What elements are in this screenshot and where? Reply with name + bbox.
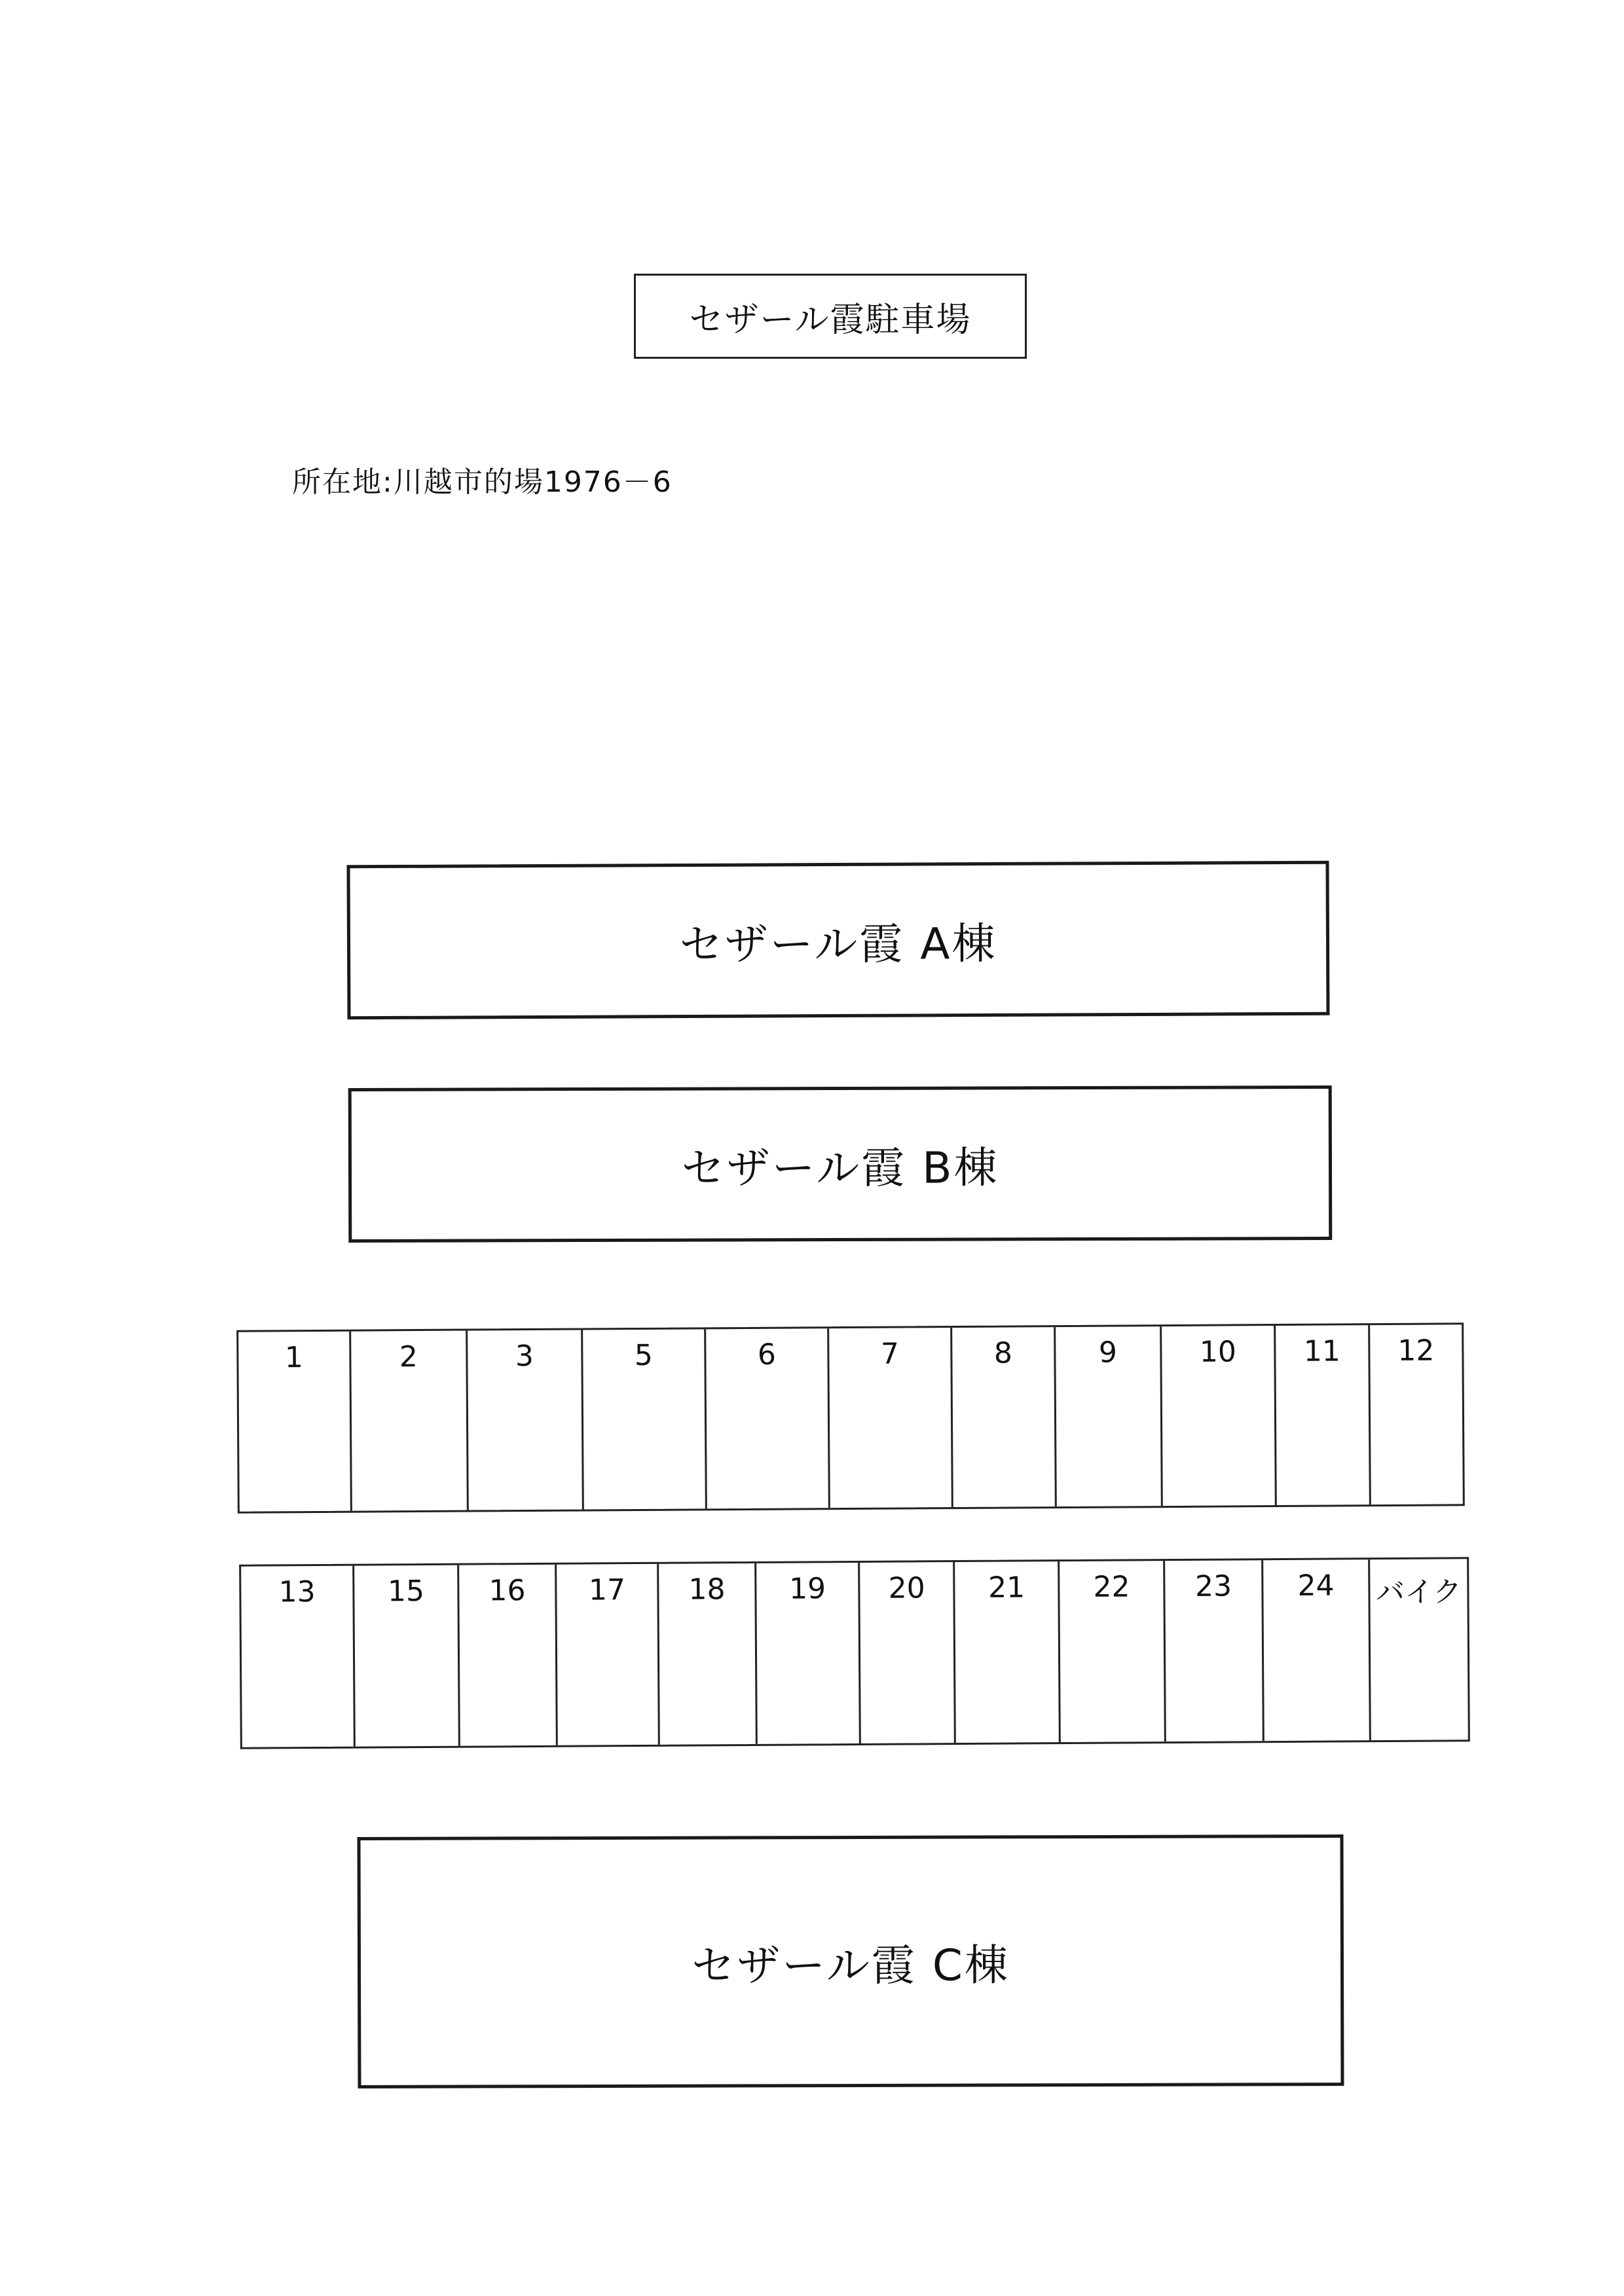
parking-row-1 <box>236 1322 1465 1513</box>
parking-space: 3 <box>468 1330 584 1510</box>
parking-space: 7 <box>829 1328 953 1508</box>
page-title <box>634 274 1027 359</box>
building-b-label: セザール霞 B棟 <box>681 1142 999 1194</box>
parking-space: 22 <box>1060 1561 1166 1742</box>
parking-space: 16 <box>459 1565 558 1746</box>
parking-space: 9 <box>1056 1326 1163 1506</box>
parking-space: 11 <box>1276 1325 1371 1505</box>
parking-space: 19 <box>757 1563 861 1744</box>
building-c-label: セザール霞 C棟 <box>692 1939 1010 1992</box>
parking-space: 6 <box>706 1328 830 1508</box>
parking-space-motorcycle: バイク <box>1375 1575 1462 1610</box>
parking-space: 8 <box>952 1327 1057 1507</box>
page-title-text: セザール霞駐車場 <box>689 300 972 340</box>
parking-space: 2 <box>351 1331 469 1511</box>
parking-space: 20 <box>860 1562 956 1743</box>
parking-space: 21 <box>955 1561 1061 1743</box>
building-c <box>357 1834 1344 2088</box>
parking-space: 10 <box>1162 1326 1277 1506</box>
address-line: 所在地:川越市的場1976－6 <box>292 465 673 499</box>
parking-space: 24 <box>1263 1559 1371 1741</box>
parking-space: 18 <box>659 1563 758 1745</box>
parking-space: 13 <box>241 1566 356 1747</box>
parking-space: 23 <box>1166 1560 1264 1741</box>
building-a-label: セザール霞 A棟 <box>679 918 997 970</box>
parking-space: 17 <box>557 1564 660 1745</box>
parking-row-2 <box>239 1557 1470 1749</box>
building-b <box>348 1085 1333 1243</box>
parking-space: 1 <box>238 1332 352 1512</box>
parking-space: 5 <box>583 1329 707 1509</box>
parking-space: 12 <box>1397 1334 1435 1368</box>
building-a <box>346 861 1329 1020</box>
parking-space: 15 <box>355 1565 460 1747</box>
